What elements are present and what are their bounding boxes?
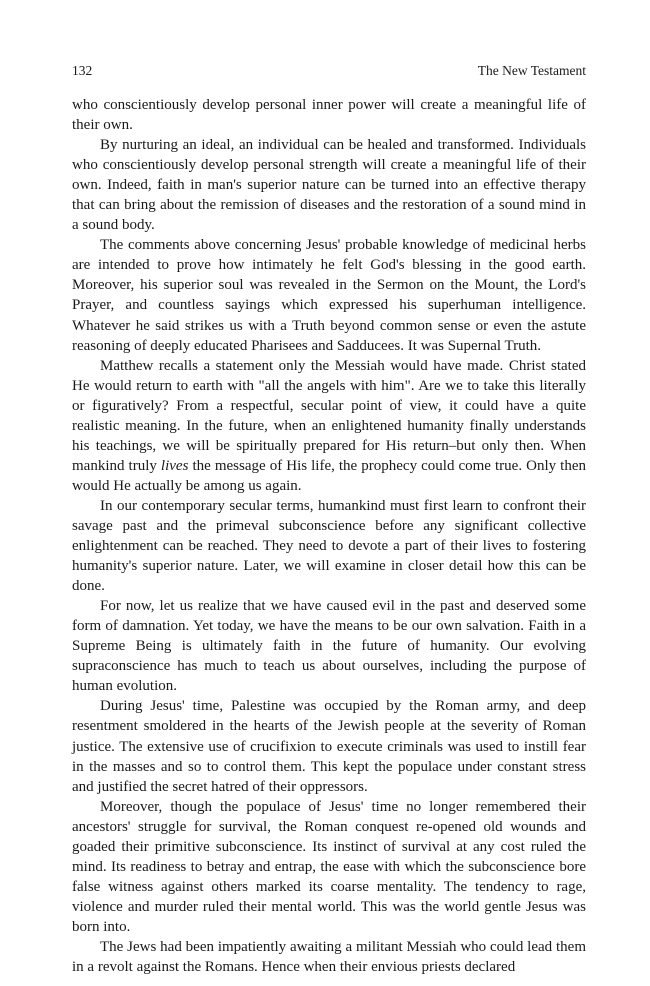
paragraph-moreover: Moreover, though the populace of Jesus' time no longer remembered their ancestors' struggle for survival, the Roman conquest re-opened old wounds and goaded their primitive subconscience. Its instinct of survival at any cost ruled the mind. Its readiness to betray and entrap, the ease with which the subconscience bore false witness against others marked its coarse mentality. The tendency to rage, violence and murder ruled their mental world. This was the world gentle Jesus was born into. [72,798,586,935]
running-header [72,62,586,80]
emphasized-word: lives [160,457,189,474]
paragraph-text: the message of His life, the prophecy could come true. Only then would He actually be among us again. [72,457,586,494]
body-text [72,95,586,977]
paragraph-militant-messiah: The Jews had been impatiently awaiting a militant Messiah who could lead them in a revolt against the Romans. Hence when their envious priests declared [72,938,586,976]
paragraph-for-now: For now, let us realize that we have caused evil in the past and deserved some form of damnation. Yet today, we have the means to be our own salvation. Faith in a Supreme Being is ultimately faith in the future of humanity. Our evolving supraconscience has much to teach us about ourselves, including the purpose of human evolution. [72,598,586,695]
paragraph-medicinal-herbs: The comments above concerning Jesus' probable knowledge of medicinal herbs are intended to prove how intimately he felt God's blessing in the good earth. Moreover, his superior soul was revealed in the Sermon on the Mount, the Lord's Prayer, and countless sayings which expressed his superhuman intelligence. Whatever he said strikes us with a Truth beyond common sense or even the astute reasoning of deeply educated Pharisees and Sadducees. It was Supernal Truth. [72,237,586,354]
paragraph-nurturing-ideal: By nurturing an ideal, an individual can be healed and transformed. Individuals who conscientiously develop personal strength will create a meaningful life of their own. Indeed, faith in man's superior nature can be turned into an effective therapy that can bring about the remission of diseases and the restoration of a sound mind in a sound body. [72,137,586,234]
page-number: 132 [72,63,93,78]
running-title: The New Testament [477,63,586,78]
paragraph-jesus-time: During Jesus' time, Palestine was occupied by the Roman army, and deep resentment smoldered in the hearts of the Jewish people at the severity of Roman justice. The extensive use of crucifixion to execute criminals was used to instill fear in the masses and so to control them. This kept the populace under constant stress and justified the secret hatred of their oppressors. [72,698,586,795]
paragraph-text: Matthew recalls a statement only the Messiah would have made. Christ stated He would return to earth with "all the angels with him". Are we to take this literally or figuratively? From a respectful, secular point of view, it could have a quite realistic meaning. In the future, when an enlightened humanity finally understands his teachings, we will be spiritually prepared for His return–but only then. When mankind truly [72,357,586,474]
paragraph-continued: who conscientiously develop personal inner power will create a meaningful life of their own. [72,97,586,134]
book-page [72,62,586,977]
paragraph-contemporary-terms: In our contemporary secular terms, humankind must first learn to confront their savage past and the primeval subconscience before any significant collective enlightenment can be reached. They need to devote a part of their lives to fostering humanity's superior nature. Later, we will examine in closer detail how this can be done. [72,497,586,595]
paragraph-matthew-recalls [72,356,586,496]
